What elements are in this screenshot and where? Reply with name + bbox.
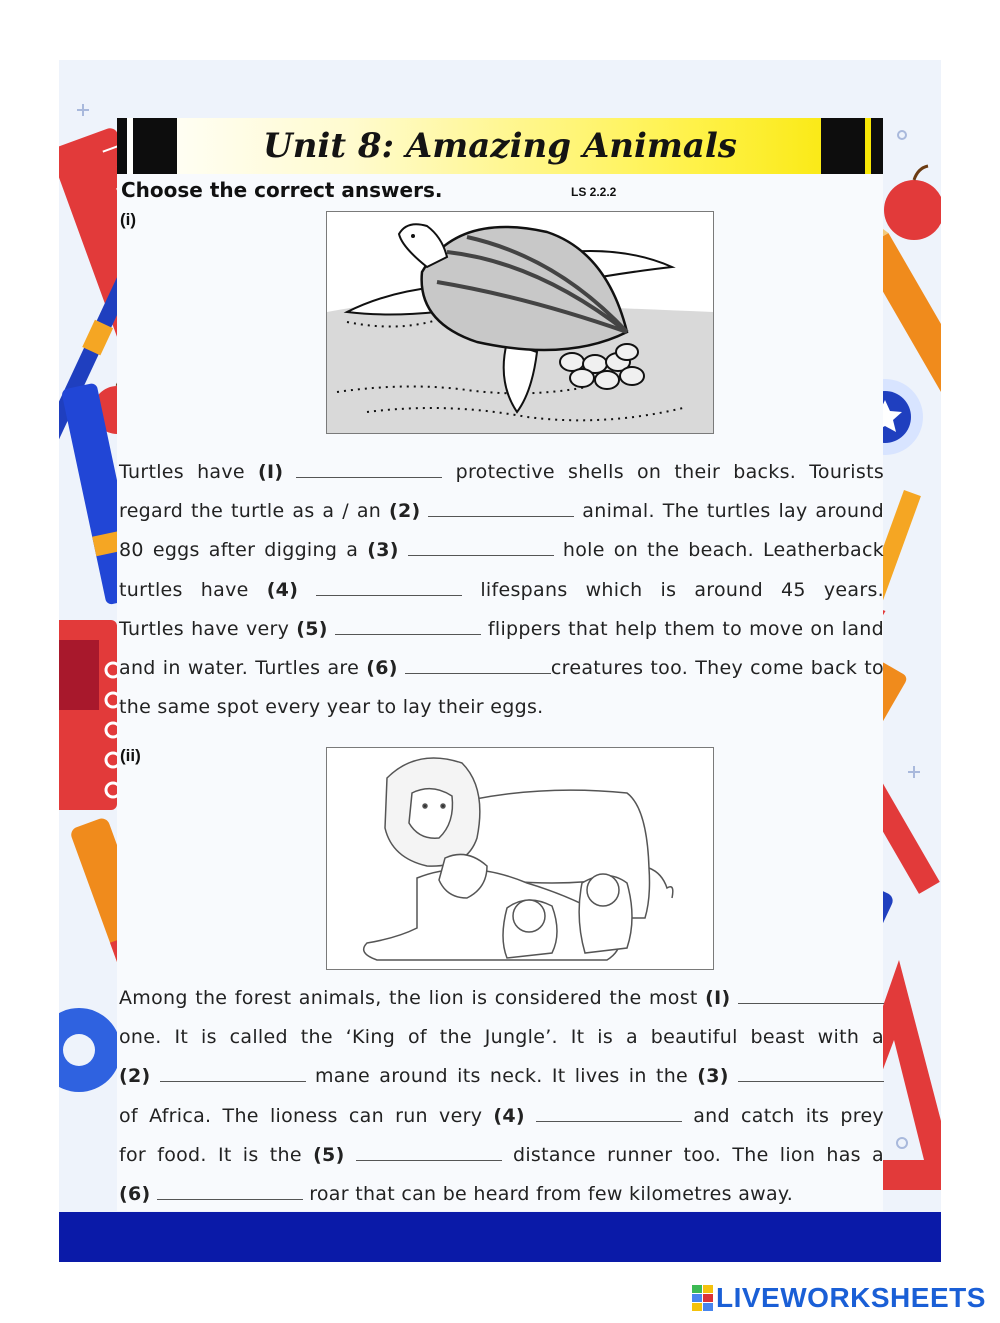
text-line: (6) roar that can be heard from few kilometres away. [119, 1182, 794, 1205]
answer-blank-6[interactable] [157, 1185, 303, 1200]
answer-blank-2[interactable] [428, 502, 574, 517]
lion-family-illustration [326, 747, 714, 970]
answer-blank-3[interactable] [738, 1067, 884, 1082]
text-line: 80 eggs after digging a (3) hole on the beach. Leatherback [119, 539, 885, 562]
answer-blank-1[interactable] [296, 463, 442, 478]
text-line: regard the turtle as a / an (2) animal. The turtles lay around [119, 500, 885, 523]
answer-blank-1[interactable] [738, 989, 884, 1004]
title-banner [117, 118, 883, 174]
logo-blocks-icon [692, 1285, 714, 1311]
answer-blank-3[interactable] [408, 541, 554, 556]
text-line: Turtles have very (5) flippers that help them to move on land [119, 617, 884, 640]
page-title: Unit 8: Amazing Animals [263, 126, 737, 166]
answer-blank-4[interactable] [316, 581, 462, 596]
answer-blank-2[interactable] [160, 1067, 306, 1082]
text-line: turtles have (4) lifespans which is around 45 years. [119, 578, 885, 601]
text-line: Turtles have (I) protective shells on their backs. Tourists [119, 461, 885, 483]
standard-code: LS 2.2.2 [571, 185, 617, 199]
turtle-illustration [326, 211, 714, 434]
lion-paragraph [119, 979, 884, 1214]
turtle-paragraph [119, 453, 884, 727]
text-line: (2) mane around its neck. It lives in the (3) [119, 1057, 884, 1096]
text-line: for food. It is the (5) distance runner too. The lion has a [119, 1143, 885, 1166]
text-line: one. It is called the ‘King of the Jungle’. It is a beautiful beast with a [119, 1026, 884, 1049]
answer-blank-4[interactable] [536, 1107, 682, 1122]
instruction-text: Choose the correct answers. [121, 178, 443, 202]
section-label-ii: (ii) [120, 746, 141, 765]
answer-blank-5[interactable] [356, 1146, 502, 1161]
footer-bar [59, 1212, 941, 1262]
logo-text: LIVEWORKSHEETS [716, 1282, 986, 1313]
answer-blank-6[interactable] [405, 659, 551, 674]
section-label-i: (i) [120, 210, 137, 229]
text-line: of Africa. The lioness can run very (4) and catch its prey [119, 1104, 884, 1127]
text-line: and in water. Turtles are (6) creatures too. They come back to [119, 656, 884, 679]
text-line: the same spot every year to lay their eggs. [119, 696, 544, 719]
text-line: Among the forest animals, the lion is considered the most (I) [119, 979, 884, 1018]
answer-blank-5[interactable] [335, 620, 481, 635]
